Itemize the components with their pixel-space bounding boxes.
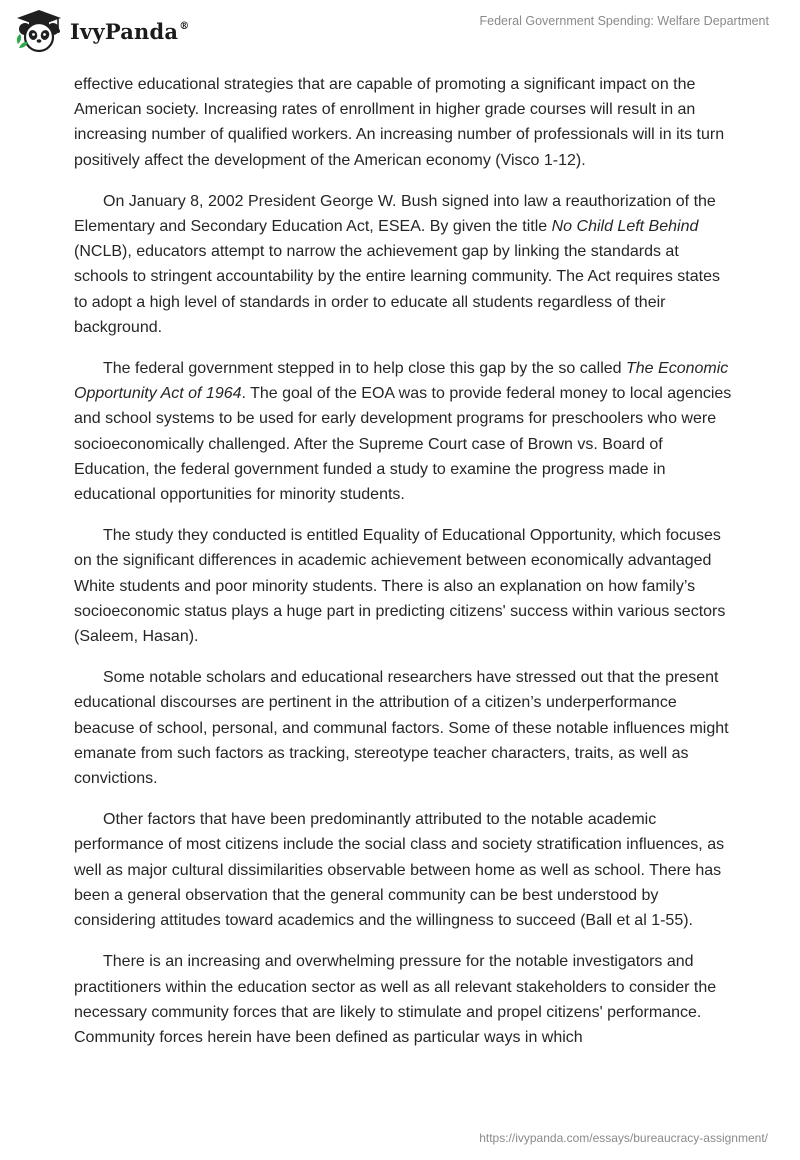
document-title: Federal Government Spending: Welfare Department (479, 14, 769, 28)
paragraph: The study they conducted is entitled Equality of Educational Opportunity, which focuses on the significant differences in academic achievement between economically advantaged White students and poor minority students. There is also an explanation on how family’s socioeconomic status plays a huge part in predicting citizens' success within various sectors (Saleem, Hasan). (74, 527, 726, 646)
essay-body (74, 72, 734, 1066)
panda-graduate-icon (14, 8, 64, 54)
paragraph: On January 8, 2002 President George W. Bush signed into law a reauthorization of the Elementary and Secondary Education Act, ESEA. By given the title No Child Left Behind (NCLB), educators attempt to narrow the achievement gap by linking the standards at schools to stringent accountability by the entire learning community. The Act requires states to adopt a high level of standards in order to educate all students regardless of their background. (74, 192, 720, 336)
paragraph: effective educational strategies that are capable of promoting a significant impact on the American society. Increasing rates of enrollment in higher grade courses will result in an increasing number of qualified workers. An increasing number of professionals will in its turn positively affect the development of the American economy (Visco 1-12). (74, 76, 725, 169)
emphasized-title: The Economic Opportunity Act of 1964 (74, 360, 729, 403)
brand-logo[interactable] (14, 7, 189, 55)
paragraph: Some notable scholars and educational researchers have stressed out that the present educational discourses are pertinent in the attribution of a citizen’s underperformance beacuse of school, personal, and communal factors. Some of these notable influences might emanate from such factors as tracking, stereotype teacher characters, traits, as well as convictions. (74, 669, 729, 788)
page-header (0, 0, 800, 70)
emphasized-title: No Child Left Behind (551, 218, 699, 236)
paragraph: Other factors that have been predominantly attributed to the notable academic performance of most citizens include the social class and society stratification influences, as well as major cultural dissimilarities observable between home as well as school. There has been a general observation that the general community can be best understood by considering attitudes toward academics and the willingness to succeed (Ball et al 1-55). (74, 811, 725, 930)
paragraph: The federal government stepped in to help close this gap by the so called The Economic Opportunity Act of 1964. The goal of the EOA was to provide federal money to local agencies and school systems to be used for early development programs for preschoolers who were socioeconomically challenged. After the Supreme Court case of Brown vs. Board of Education, the federal government funded a study to examine the progress made in educational opportunities for minority students. (74, 360, 732, 504)
paragraph: There is an increasing and overwhelming pressure for the notable investigators and practitioners within the education sector as well as all relevant stakeholders to consider the necessary community forces that are likely to stimulate and propel citizens' performance. Community forces herein have been defined as particular ways in which (74, 953, 717, 1046)
source-url[interactable]: https://ivypanda.com/essays/bureaucracy-assignment/ (479, 1131, 768, 1145)
trademark-symbol: ® (179, 20, 190, 32)
brand-name: IvyPanda® (70, 18, 190, 44)
